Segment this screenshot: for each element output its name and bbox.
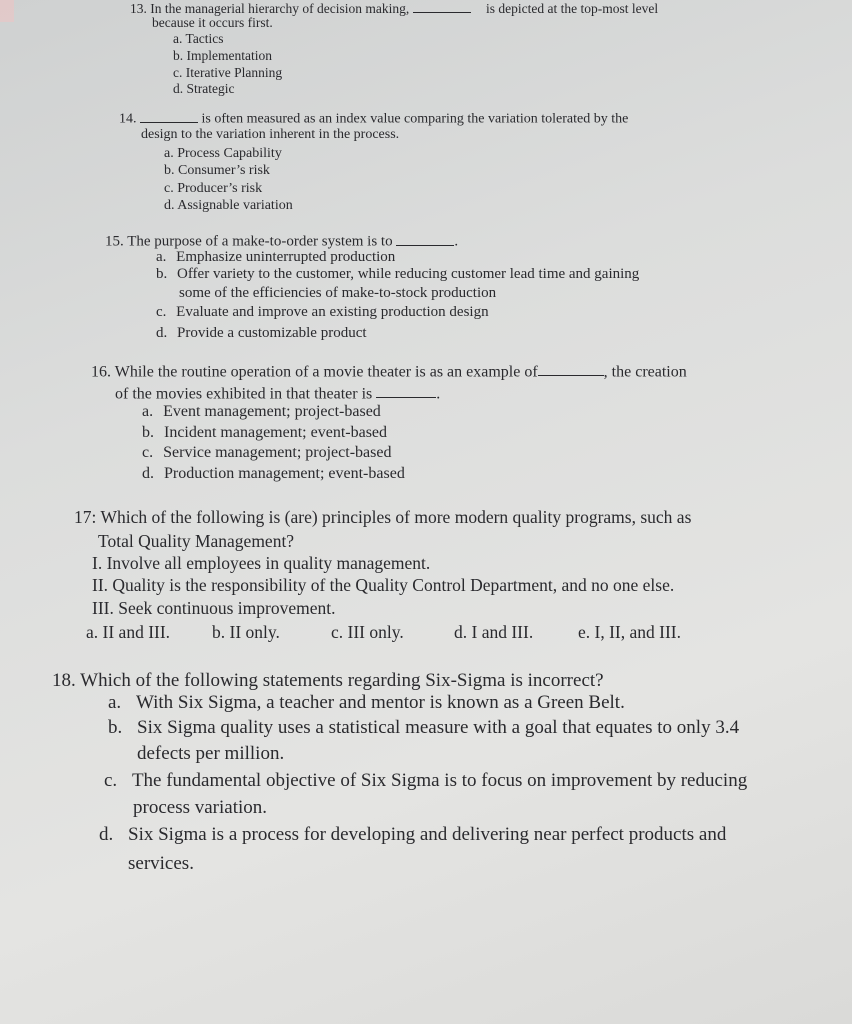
q17-statement-2: II. Quality is the responsibility of the Quality Control Department, and no one else. [92, 575, 675, 595]
q13-option-a: a. Tactics [173, 31, 224, 46]
q18-option-d: d. Six Sigma is a process for developing and delivering near perfect products and [99, 824, 727, 845]
q17-option-c: c. III only. [331, 622, 404, 642]
q16-option-c: c. Service management; project-based [142, 444, 392, 461]
q17-stem-a: Which of the following is (are) principles of more modern quality programs, such as [100, 507, 692, 527]
q13-stem-c: because it occurs first. [152, 15, 273, 30]
q16-stem-b: , the creation [603, 363, 687, 381]
q14-option-a: a. Process Capability [164, 146, 282, 161]
q17-option-e: e. I, II, and III. [578, 622, 682, 642]
q18-number: 18. [52, 670, 76, 691]
q17-stem-line-1 [74, 507, 691, 528]
q18-option-c-cont: process variation. [133, 797, 268, 818]
q16-blank-1 [538, 361, 604, 376]
q17-number: 17: [74, 507, 97, 527]
q15-option-a: a. Emphasize uninterrupted production [156, 249, 396, 265]
q18-option-a: a. With Six Sigma, a teacher and mentor is known as a Green Belt. [108, 692, 625, 713]
q18-stem-a: Which of the following statements regarding Six-Sigma is incorrect? [80, 670, 604, 691]
q15-option-b-cont: some of the efficiencies of make-to-stock production [179, 285, 497, 301]
q14-option-b: b. Consumer’s risk [164, 163, 270, 178]
q15-option-d: d. Provide a customizable product [156, 325, 367, 341]
q16-option-a: a. Event management; project-based [142, 403, 381, 420]
q13-blank [413, 0, 471, 13]
q15-stem-a: The purpose of a make-to-order system is to [127, 233, 393, 250]
q14-number: 14. [119, 111, 137, 127]
q18-option-d-cont: services. [128, 853, 194, 874]
q16-stem-line-1 [91, 361, 687, 381]
q13-option-d: d. Strategic [173, 81, 235, 96]
q15-stem-line-1: 15. The purpose of a make-to-order system is to . [105, 231, 458, 251]
q15-option-c: c. Evaluate and improve an existing production design [156, 304, 489, 320]
q16-blank-2 [376, 383, 436, 398]
q17-stem-b: Total Quality Management? [98, 531, 295, 551]
q17-option-d: d. I and III. [454, 622, 534, 642]
page-corner-mark [0, 0, 14, 22]
q17-option-b: b. II only. [212, 622, 280, 642]
q16-option-b: b. Incident management; event-based [142, 424, 388, 441]
q18-option-c: c. The fundamental objective of Six Sigma is to focus on improvement by reducing [104, 770, 748, 791]
q14-stem-a: is often measured as an index value comparing the variation tolerated by the [201, 111, 629, 127]
q16-stem-c: of the movies exhibited in that theater is [115, 385, 373, 403]
q13-number: 13. [130, 1, 147, 17]
q15-blank [396, 231, 454, 246]
q13-option-c: c. Iterative Planning [173, 65, 283, 80]
q13-stem-b: is depicted at the top-most level [486, 1, 659, 17]
q18-stem-line-1 [52, 670, 604, 692]
q14-stem-line-1 [119, 109, 628, 128]
q15-number: 15. [105, 233, 124, 250]
q14-option-d: d. Assignable variation [164, 198, 293, 213]
q16-stem-a: While the routine operation of a movie theater is as an example of [114, 363, 538, 381]
q17-option-a: a. II and III. [86, 622, 171, 642]
q14-blank [140, 109, 198, 123]
q17-statement-3: III. Seek continuous improvement. [92, 598, 336, 618]
q18-option-b-cont: defects per million. [137, 743, 285, 764]
q13-stem-a: In the managerial hierarchy of decision making, [150, 1, 410, 17]
q17-statement-1: I. Involve all employees in quality management. [92, 553, 431, 573]
q16-number: 16. [91, 363, 111, 381]
q14-stem-b: design to the variation inherent in the process. [141, 127, 400, 142]
q16-option-d: d. Production management; event-based [142, 465, 405, 482]
q15-option-b: b. Offer variety to the customer, while reducing customer lead time and gaining [156, 266, 640, 282]
q13-option-b: b. Implementation [173, 48, 272, 63]
q18-option-b: b. Six Sigma quality uses a statistical measure with a goal that equates to only 3.4 [108, 717, 740, 738]
q16-stem-line-2: of the movies exhibited in that theater is . [115, 383, 440, 403]
q14-option-c: c. Producer’s risk [164, 181, 263, 196]
